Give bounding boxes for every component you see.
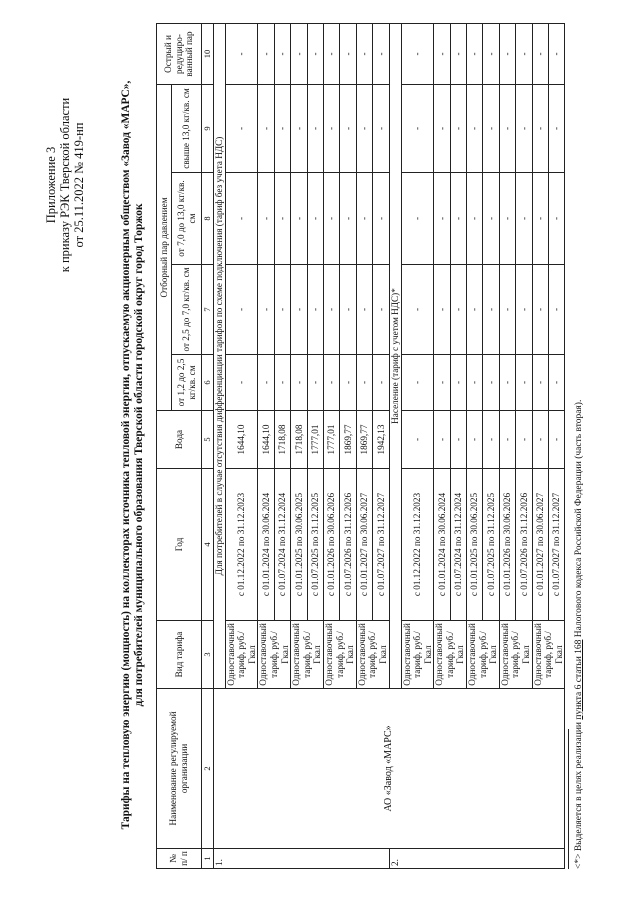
water-tariff-value: 1777,01 — [307, 411, 323, 469]
water-tariff-value: 1869,77 — [340, 411, 356, 469]
tariff-kind: Одноставочный тариф, руб./Гкал — [401, 621, 434, 689]
water-tariff-value: - — [549, 411, 565, 469]
tariff-period: с 01.01.2026 по 30.06.2026 — [323, 469, 339, 621]
tariff-period: с 01.07.2027 по 31.12.2027 — [549, 469, 565, 621]
steam-tariff-value: - — [373, 265, 389, 355]
steam-tariff-value: - — [340, 355, 356, 411]
section-row — [213, 24, 225, 869]
column-number: 4 — [202, 469, 214, 621]
steam-tariff-value: - — [323, 265, 339, 355]
header-year: Год — [157, 469, 202, 621]
steam-tariff-value: - — [516, 355, 532, 411]
steam-tariff-value: - — [258, 265, 274, 355]
steam-tariff-value: - — [532, 355, 548, 411]
header-num: № п/ п — [157, 849, 202, 869]
footnote — [574, 109, 585, 869]
steam-tariff-value: - — [258, 355, 274, 411]
steam-tariff-value: - — [340, 24, 356, 85]
steam-tariff-value: - — [467, 265, 483, 355]
header-kind: Вид тарифа — [157, 621, 202, 689]
footnote-link[interactable]: пункта 6 статьи 168 — [574, 639, 584, 720]
steam-tariff-value: - — [307, 173, 323, 265]
steam-tariff-value: - — [467, 85, 483, 173]
tariff-kind: Одноставочный тариф, руб./Гкал — [467, 621, 500, 689]
tariff-period: с 01.01.2026 по 30.06.2026 — [499, 469, 515, 621]
tariff-kind: Одноставочный тариф, руб./Гкал — [258, 621, 291, 689]
steam-tariff-value: - — [356, 355, 372, 411]
section-title: Для потребителей в случае отсутствия дифференциации тарифов по схеме подключения (тариф без учета НДС) — [213, 24, 225, 689]
water-tariff-value: 1644,10 — [225, 411, 258, 469]
column-number: 6 — [202, 355, 214, 411]
steam-tariff-value: - — [274, 173, 290, 265]
steam-tariff-value: - — [274, 355, 290, 411]
document-title — [120, 25, 146, 885]
footnote-prefix: <*> Выделяется в целях реализации — [574, 719, 584, 869]
tariff-period: с 01.07.2025 по 31.12.2025 — [483, 469, 499, 621]
tariff-period: с 01.07.2027 по 31.12.2027 — [373, 469, 389, 621]
steam-tariff-value: - — [499, 24, 515, 85]
header-org: Наименование регулируемой организации — [157, 689, 202, 849]
steam-tariff-value: - — [373, 85, 389, 173]
steam-tariff-value: - — [373, 24, 389, 85]
steam-tariff-value: - — [450, 265, 466, 355]
steam-tariff-value: - — [291, 173, 307, 265]
water-tariff-value: 1777,01 — [323, 411, 339, 469]
column-number: 2 — [202, 689, 214, 849]
steam-tariff-value: - — [356, 265, 372, 355]
steam-tariff-value: - — [499, 355, 515, 411]
water-tariff-value: 1644,10 — [258, 411, 274, 469]
steam-tariff-value: - — [274, 265, 290, 355]
header-steam-1: от 1,2 до 2,5 кг/кв. см — [172, 355, 202, 411]
steam-tariff-value: - — [549, 265, 565, 355]
water-tariff-value: - — [483, 411, 499, 469]
steam-tariff-value: - — [274, 85, 290, 173]
steam-tariff-value: - — [467, 24, 483, 85]
steam-tariff-value: - — [323, 355, 339, 411]
organization-name: АО «Завод «МАРС» — [213, 689, 565, 849]
section-number: 2. — [389, 849, 565, 869]
steam-tariff-value: - — [401, 265, 434, 355]
steam-tariff-value: - — [483, 24, 499, 85]
steam-tariff-value: - — [499, 265, 515, 355]
steam-tariff-value: - — [467, 173, 483, 265]
tariff-kind: Одноставочный тариф, руб./Гкал — [323, 621, 356, 689]
steam-tariff-value: - — [401, 173, 434, 265]
tariff-period: с 01.01.2027 по 30.06.2027 — [356, 469, 372, 621]
steam-tariff-value: - — [356, 173, 372, 265]
steam-tariff-value: - — [532, 173, 548, 265]
appendix-line: Приложение 3 — [44, 146, 58, 224]
steam-tariff-value: - — [434, 265, 450, 355]
steam-tariff-value: - — [483, 355, 499, 411]
steam-tariff-value: - — [323, 173, 339, 265]
steam-tariff-value: - — [532, 265, 548, 355]
steam-tariff-value: - — [291, 355, 307, 411]
steam-tariff-value: - — [307, 85, 323, 173]
header-sharp-steam: Острый и редуциро-ванный пар — [157, 24, 202, 85]
tariff-period: с 01.07.2026 по 31.12.2026 — [516, 469, 532, 621]
section-number: 1. — [213, 849, 389, 869]
appendix-line: к приказу РЭК Тверской области — [58, 97, 72, 273]
steam-tariff-value: - — [291, 24, 307, 85]
water-tariff-value: 1718,08 — [274, 411, 290, 469]
column-number: 3 — [202, 621, 214, 689]
steam-tariff-value: - — [323, 24, 339, 85]
tariff-period: с 01.07.2024 по 31.12.2024 — [450, 469, 466, 621]
steam-tariff-value: - — [483, 173, 499, 265]
tariff-kind: Одноставочный тариф, руб./Гкал — [356, 621, 389, 689]
steam-tariff-value: - — [373, 173, 389, 265]
steam-tariff-value: - — [516, 24, 532, 85]
steam-tariff-value: - — [483, 265, 499, 355]
column-number: 1 — [202, 849, 214, 869]
tariff-period: с 01.07.2025 по 31.12.2025 — [307, 469, 323, 621]
steam-tariff-value: - — [434, 24, 450, 85]
steam-tariff-value: - — [291, 265, 307, 355]
water-tariff-value: 1718,08 — [291, 411, 307, 469]
tariff-period: с 01.01.2025 по 30.06.2025 — [291, 469, 307, 621]
steam-tariff-value: - — [225, 355, 258, 411]
appendix-header — [44, 25, 86, 345]
water-tariff-value: - — [516, 411, 532, 469]
tariff-kind: Одноставочный тариф, руб./Гкал — [434, 621, 467, 689]
column-number: 8 — [202, 173, 214, 265]
steam-tariff-value: - — [307, 24, 323, 85]
water-tariff-value: - — [532, 411, 548, 469]
water-tariff-value: 1869,77 — [356, 411, 372, 469]
steam-tariff-value: - — [434, 355, 450, 411]
steam-tariff-value: - — [225, 173, 258, 265]
steam-tariff-value: - — [467, 355, 483, 411]
header-steam-4: свыше 13,0 кг/кв. см — [172, 85, 202, 173]
steam-tariff-value: - — [258, 24, 274, 85]
steam-tariff-value: - — [434, 85, 450, 173]
column-number-row — [202, 24, 214, 869]
steam-tariff-value: - — [516, 173, 532, 265]
steam-tariff-value: - — [434, 173, 450, 265]
tariff-period: с 01.07.2026 по 31.12.2026 — [340, 469, 356, 621]
steam-tariff-value: - — [258, 173, 274, 265]
steam-tariff-value: - — [340, 85, 356, 173]
steam-tariff-value: - — [274, 24, 290, 85]
steam-tariff-value: - — [450, 173, 466, 265]
tariff-kind: Одноставочный тариф, руб./Гкал — [499, 621, 532, 689]
header-steam-2: от 2,5 до 7,0 кг/кв. см — [172, 265, 202, 355]
tariff-period: с 01.12.2022 по 31.12.2023 — [401, 469, 434, 621]
column-number: 10 — [202, 24, 214, 85]
steam-tariff-value: - — [450, 355, 466, 411]
water-tariff-value: - — [450, 411, 466, 469]
steam-tariff-value: - — [373, 355, 389, 411]
tariff-table — [156, 23, 565, 869]
steam-tariff-value: - — [356, 24, 372, 85]
steam-tariff-value: - — [499, 85, 515, 173]
steam-tariff-value: - — [532, 24, 548, 85]
appendix-line: от 25.11.2022 № 419-нп — [72, 122, 86, 248]
column-number: 9 — [202, 85, 214, 173]
steam-tariff-value: - — [225, 265, 258, 355]
water-tariff-value: - — [401, 411, 434, 469]
tariff-kind: Одноставочный тариф, руб./Гкал — [225, 621, 258, 689]
steam-tariff-value: - — [225, 24, 258, 85]
footnote-suffix: Налогового кодекса Российской Федерации (часть вторая). — [574, 399, 584, 640]
header-steam-group: Отборный пар давлением — [157, 85, 172, 411]
header-water: Вода — [157, 411, 202, 469]
steam-tariff-value: - — [340, 173, 356, 265]
steam-tariff-value: - — [549, 24, 565, 85]
water-tariff-value: - — [467, 411, 483, 469]
steam-tariff-value: - — [499, 173, 515, 265]
header-steam-3: от 7,0 до 13,0 кг/кв. см — [172, 173, 202, 265]
steam-tariff-value: - — [549, 355, 565, 411]
steam-tariff-value: - — [516, 265, 532, 355]
water-tariff-value: - — [434, 411, 450, 469]
tariff-period: с 01.01.2024 по 30.06.2024 — [258, 469, 274, 621]
steam-tariff-value: - — [549, 85, 565, 173]
tariff-period: с 01.12.2022 по 31.12.2023 — [225, 469, 258, 621]
tariff-kind: Одноставочный тариф, руб./Гкал — [532, 621, 565, 689]
steam-tariff-value: - — [401, 24, 434, 85]
title-line: Тарифы на тепловую энергию (мощность) на коллекторах источника тепловой энергии, отпускаемую акционерным обществом «Завод «МАРС», — [120, 80, 132, 830]
steam-tariff-value: - — [340, 265, 356, 355]
steam-tariff-value: - — [549, 173, 565, 265]
steam-tariff-value: - — [483, 85, 499, 173]
steam-tariff-value: - — [532, 85, 548, 173]
steam-tariff-value: - — [307, 355, 323, 411]
tariff-period: с 01.07.2024 по 31.12.2024 — [274, 469, 290, 621]
column-number: 7 — [202, 265, 214, 355]
steam-tariff-value: - — [258, 85, 274, 173]
steam-tariff-value: - — [323, 85, 339, 173]
steam-tariff-value: - — [225, 85, 258, 173]
footnote-divider — [568, 729, 569, 869]
water-tariff-value: 1942,13 — [373, 411, 389, 469]
steam-tariff-value: - — [401, 355, 434, 411]
steam-tariff-value: - — [450, 24, 466, 85]
steam-tariff-value: - — [450, 85, 466, 173]
tariff-period: с 01.01.2024 по 30.06.2024 — [434, 469, 450, 621]
steam-tariff-value: - — [516, 85, 532, 173]
section-title: Население (тариф с учетом НДС)* — [389, 24, 401, 689]
tariff-period: с 01.01.2027 по 30.06.2027 — [532, 469, 548, 621]
steam-tariff-value: - — [291, 85, 307, 173]
steam-tariff-value: - — [356, 85, 372, 173]
tariff-kind: Одноставочный тариф, руб./Гкал — [291, 621, 324, 689]
steam-tariff-value: - — [307, 265, 323, 355]
column-number: 5 — [202, 411, 214, 469]
steam-tariff-value: - — [401, 85, 434, 173]
title-line: для потребителей муниципального образования Тверской области городской округ город Торжок — [133, 203, 145, 707]
water-tariff-value: - — [499, 411, 515, 469]
tariff-period: с 01.01.2025 по 30.06.2025 — [467, 469, 483, 621]
